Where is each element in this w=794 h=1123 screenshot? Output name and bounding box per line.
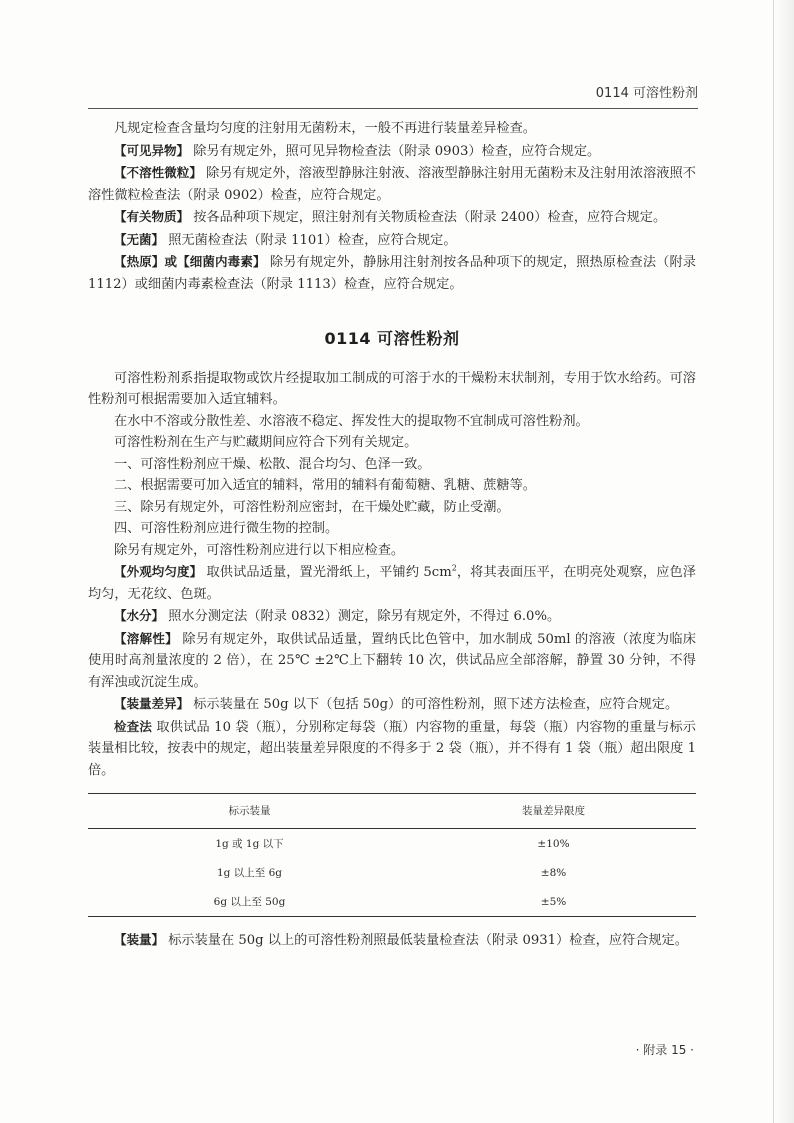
paragraph-pyrogen xyxy=(88,251,696,295)
section-tag: 【热原】或【细菌内毒素】 xyxy=(114,254,266,269)
paragraph-text: 除另有规定外，取供试品适量，置纳氏比色管中，加水制成 50ml 的溶液（浓度为临床使用时高剂量浓度的 2 倍），在 25℃ ±2℃上下翻转 10 次，供试品应全部溶解，静置 30 分钟，不得有浑浊或沉淀生成。 xyxy=(88,631,696,690)
page-number: · 附录 15 · xyxy=(635,1043,694,1057)
paragraph-moisture xyxy=(88,605,696,628)
paragraph-fill-variation xyxy=(88,693,696,716)
intro-paragraph: 在水中不溶或分散性差、水溶液不稳定、挥发性大的提取物不宜制成可溶性粉剂。 xyxy=(114,413,589,429)
paragraph-test-method xyxy=(88,716,696,782)
paragraph-content-uniformity xyxy=(88,118,696,140)
paragraph-solubility xyxy=(88,628,696,694)
intro-paragraph: 可溶性粉剂系指提取物或饮片经提取加工制成的可溶于水的干燥粉末状制剂，专用于饮水给药。可溶性粉剂可根据需要加入适宜辅料。 xyxy=(88,370,696,407)
paragraph-text: 照水分测定法（附录 0832）测定，除另有规定外，不得过 6.0%。 xyxy=(168,609,561,624)
paragraph-text: 取供试品适量，置光滑纸上，平铺约 5cm xyxy=(206,565,452,580)
section-tag: 【无菌】 xyxy=(114,231,165,247)
section-tag: 【装量差异】 xyxy=(114,696,190,711)
table-cell: ±8% xyxy=(540,866,567,879)
section-heading: 0114 可溶性粉剂 xyxy=(324,329,460,348)
intro-paragraph: 可溶性粉剂在生产与贮藏期间应符合下列有关规定。 xyxy=(114,435,418,450)
paragraph-text: 照无菌检查法（附录 1101）检查，应符合规定。 xyxy=(168,232,457,248)
paragraph-text: ，将其表面压平，在明亮处观察，应色泽均匀，无花纹、色斑。 xyxy=(88,565,696,602)
section-tag: 【装量】 xyxy=(114,932,165,947)
method-label: 检查法 xyxy=(114,718,153,734)
table-cell: 6g 以上至 50g xyxy=(88,887,411,917)
intro-paragraph: 除另有规定外，可溶性粉剂应进行以下相应检查。 xyxy=(114,542,405,558)
table-header-cell: 标示装量 xyxy=(88,794,411,829)
table-header-cell: 装量差异限度 xyxy=(411,794,696,829)
fill-variation-table xyxy=(88,793,696,917)
table-row xyxy=(88,858,696,887)
table-row xyxy=(88,887,696,917)
running-title: 0114 可溶性粉剂 xyxy=(595,86,698,101)
paragraph-text: 取供试品 10 袋（瓶），分别称定每袋（瓶）内容物的重量，每袋（瓶）内容物的重量与标示装量相比较，按表中的规定，超出装量差异限度的不得多于 2 袋（瓶），并不得有 1 袋（瓶）超出限度 1 倍。 xyxy=(88,719,696,778)
table-cell: ±10% xyxy=(537,837,570,850)
superscript: 2 xyxy=(451,563,457,573)
section-tag: 【可见异物】 xyxy=(114,142,190,158)
running-header xyxy=(88,84,698,109)
section-tag: 【不溶性微粒】 xyxy=(114,165,202,180)
paragraph-text: 凡规定检查含量均匀度的注射用无菌粉末，一般不再进行装量差异检查。 xyxy=(114,121,536,136)
paragraph-appearance-uniformity xyxy=(88,561,696,605)
section-tag: 【外观均匀度】 xyxy=(114,564,203,579)
requirement-item: 三、除另有规定外，可溶性粉剂应密封，在干燥处贮藏，防止受潮。 xyxy=(114,499,510,515)
paragraph-text: 除另有规定外，照可见异物检查法（附录 0903）检查，应符合规定。 xyxy=(193,143,601,159)
table-cell: ±5% xyxy=(411,887,696,917)
requirement-item: 四、可溶性粉剂应进行微生物的控制。 xyxy=(114,521,339,536)
requirement-item: 二、根据需要可加入适宜的辅料，常用的辅料有葡萄糖、乳糖、蔗糖等。 xyxy=(114,478,536,493)
table-cell: 1g 以上至 6g xyxy=(217,866,282,879)
paragraph-visible-particles xyxy=(88,140,696,163)
paragraph-text: 除另有规定外，溶液型静脉注射液、溶液型静脉注射用无菌粉末及注射用浓溶液照不溶性微粒检查法（附录 0902）检查，应符合规定。 xyxy=(88,166,696,203)
paragraph-insoluble-particles xyxy=(88,162,696,206)
paragraph-text: 标示装量在 50g 以上的可溶性粉剂照最低装量检查法（附录 0931）检查，应符合规定。 xyxy=(168,933,688,948)
paragraph-related-substances xyxy=(88,206,696,229)
table-cell: 1g 或 1g 以下 xyxy=(215,837,284,850)
requirement-item: 一、可溶性粉剂应干燥、松散、混合均匀、色泽一致。 xyxy=(114,456,431,472)
paragraph-text: 除另有规定外，静脉用注射剂按各品种项下的规定，照热原检查法（附录 1112）或细菌内毒素检查法（附录 1113）检查，应符合规定。 xyxy=(88,255,696,292)
page-edge-line xyxy=(773,0,774,1123)
page-content xyxy=(88,118,696,952)
table-header-row xyxy=(88,794,696,829)
paragraph-text: 标示装量在 50g 以下（包括 50g）的可溶性粉剂，照下述方法检查，应符合规定。 xyxy=(193,697,679,712)
section-tag: 【有关物质】 xyxy=(114,209,190,224)
paragraph-text: 按各品种项下规定，照注射剂有关物质检查法（附录 2400）检查，应符合规定。 xyxy=(193,210,667,225)
table-row xyxy=(88,829,696,859)
page-edge-shadow xyxy=(776,0,794,1123)
section-tag: 【水分】 xyxy=(114,608,165,623)
paragraph-sterility xyxy=(88,229,696,252)
paragraph-fill-quantity xyxy=(88,929,696,952)
section-tag: 【溶解性】 xyxy=(114,630,178,646)
